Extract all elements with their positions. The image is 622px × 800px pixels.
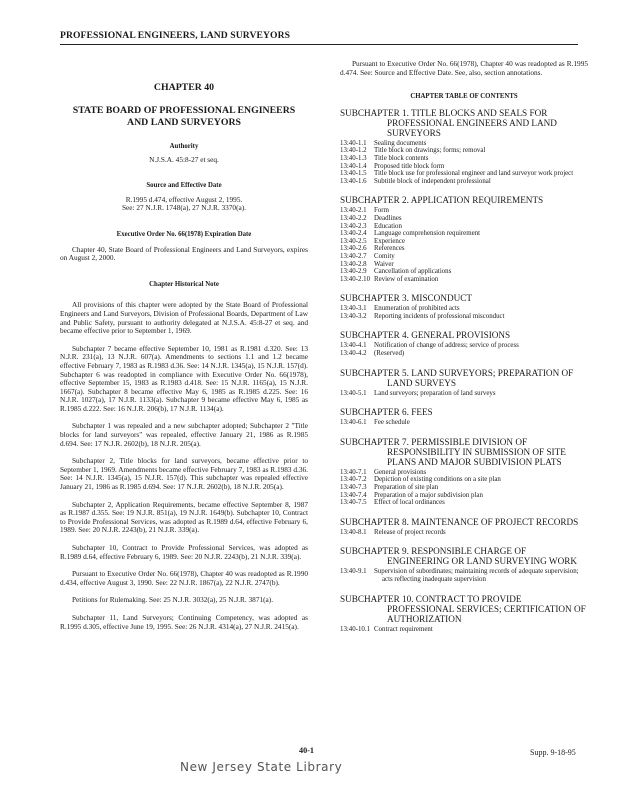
eo-text: Chapter 40, State Board of Professional Engineers and Land Surveyors, expires on August 2, 2000. (60, 244, 308, 263)
section-title: Notification of change of address; service of process (374, 342, 519, 350)
board-title (60, 105, 308, 129)
toc-entry (340, 207, 588, 215)
subchapter-title: SUBCHAPTER 7. PERMISSIBLE DIVISION OF RESPONSIBILITY IN SUBMISSION OF SITE PLANS AND MAJOR SUBDIVISION PLATS (340, 436, 566, 467)
section-number: 13:40-7.5 (340, 499, 367, 507)
right-column (340, 60, 588, 633)
readoption-note: Pursuant to Executive Order No. 66(1978), Chapter 40 was readopted as R.1995 d.474. See: Source and Effective Date. See, also, section annotations. (340, 59, 588, 77)
section-number: 13:40-1.2 (340, 147, 367, 155)
left-column (60, 84, 308, 631)
section-title: Enumeration of prohibited acts (374, 305, 460, 313)
section-number: 13:40-2.10 (340, 275, 371, 283)
section-title: Title block contents (374, 154, 429, 162)
section-title: Title block use for professional engineer and land surveyor work project (374, 170, 574, 178)
authority-text: N.J.S.A. 45:8-27 et seq. (149, 154, 219, 164)
toc-entry (340, 223, 588, 231)
section-number: 13:40-2.2 (340, 214, 367, 222)
section-title: Review of examination (374, 275, 439, 283)
subchapter-title: SUBCHAPTER 6. FEES (340, 407, 433, 418)
subchapter-block (340, 546, 588, 583)
header-rule (60, 44, 578, 45)
toc-entry (340, 342, 588, 350)
source-line2: See: 27 N.J.R. 1748(a), 27 N.J.R. 3370(a). (121, 203, 247, 213)
subchapter-block (340, 368, 588, 398)
toc-title: CHAPTER TABLE OF CONTENTS (410, 93, 518, 101)
section-title: Contract requirement (374, 625, 433, 633)
board-title-line2: AND LAND SURVEYORS (127, 116, 241, 128)
section-title: Preparation of a major subdivision plan (374, 491, 483, 499)
toc-entry (340, 245, 588, 253)
toc-entry (340, 476, 588, 484)
toc-entry (340, 492, 588, 500)
section-title: Subtitle block of independent professional (374, 177, 491, 185)
section-title: (Reserved) (374, 350, 405, 358)
subchapter-block (340, 437, 588, 507)
section-title: Effect of local ordinances (374, 499, 445, 507)
board-title-line1: STATE BOARD OF PROFESSIONAL ENGINEERS (72, 104, 296, 116)
history-para: Pursuant to Executive Order No. 66(1978), Chapter 40 was readopted as R.1990 d.434, effective August 3, 1990. See: 22 N.J.R. 1867(a), 22 N.J.R. 2747(b). (60, 569, 308, 587)
toc-entry (340, 238, 588, 246)
section-title: Education (374, 222, 402, 230)
toc-entry (340, 215, 588, 223)
subchapter-title: SUBCHAPTER 9. RESPONSIBLE CHARGE OF ENGINEERING OR LAND SURVEYING WORK (340, 546, 577, 567)
section-number: 13:40-3.1 (340, 305, 367, 313)
section-title: Language comprehension requirement (374, 230, 480, 238)
history-para: Subchapter 1 was repealed and a new subchapter adopted; Subchapter 2 "Title blocks for land surveyors" was repealed, effective January 21, 1986 as R.1985 d.694. See: 17 N.J.R. 2602(b), 18 N.J.R. 205(a). (60, 421, 308, 448)
eo-heading: Executive Order No. 66(1978) Expiration Date (116, 230, 252, 238)
section-title: Comity (374, 252, 395, 260)
section-number: 13:40-3.2 (340, 312, 367, 320)
section-number: 13:40-1.3 (340, 154, 367, 162)
section-title: Release of project records (374, 528, 446, 536)
section-title: Deadlines (374, 214, 402, 222)
section-title: Experience (374, 237, 405, 245)
section-title: Form (374, 207, 389, 215)
running-header: PROFESSIONAL ENGINEERS, LAND SURVEYORS (60, 30, 291, 41)
toc-entry (340, 276, 588, 284)
history-para: Petitions for Rulemaking. See: 25 N.J.R. 3032(a), 25 N.J.R. 3871(a). (72, 595, 274, 605)
section-number: 13:40-1.6 (340, 177, 367, 185)
toc-entry (340, 419, 588, 427)
history-para: Subchapter 10, Contract to Provide Professional Services, was adopted as R.1989 d.64, effective February 6, 1989. See: 20 N.J.R. 2243(b), 21 N.J.R. 339(a). (60, 543, 308, 561)
section-title: References (374, 245, 405, 253)
section-number: 13:40-7.4 (340, 491, 367, 499)
section-number: 13:40-1.4 (340, 162, 367, 170)
toc-entry (340, 313, 588, 321)
toc-entry (340, 484, 588, 492)
section-title: Waiver (374, 260, 394, 268)
subchapter-block (340, 517, 588, 537)
toc-entry (340, 140, 588, 148)
subchapter-block (340, 195, 588, 283)
section-number: 13:40-1.5 (340, 170, 367, 178)
authority-heading: Authority (169, 143, 199, 150)
section-title: Supervision of subordinates; maintaining records of adequate supervision; acts reflecting inadequate supervision (374, 568, 579, 583)
subchapter-block (340, 407, 588, 427)
subchapter-block (340, 293, 588, 320)
section-number: 13:40-2.6 (340, 245, 367, 253)
library-stamp: New Jersey State Library (180, 760, 343, 774)
subchapter-title: SUBCHAPTER 5. LAND SURVEYORS; PREPARATION OF LAND SURVEYS (340, 367, 574, 388)
supplement-date: Supp. 9-18-95 (530, 748, 576, 757)
section-title: Cancellation of applications (374, 268, 452, 276)
section-number: 13:40-1.1 (340, 139, 367, 147)
subchapter-block (340, 108, 588, 186)
subchapter-title: SUBCHAPTER 10. CONTRACT TO PROVIDE PROFESSIONAL SERVICES; CERTIFICATION OF AUTHORIZATION (340, 593, 586, 624)
history-para: Subchapter 2, Title blocks for land surveyors, became effective prior to September 1, 1969. Amendments became effective February 7, 1983 as R.1983 d.36. See: 14 N.J.R. 1345(a), 15 N.J.R. 157(d). This subchapter was repealed effective January 21, 1986 as R.1985 d.694. See: 17 N.J.R. 2602(b), 18 N.J.R. 205(a). (60, 456, 308, 492)
section-number: 13:40-7.3 (340, 484, 367, 492)
section-title: Depiction of existing conditions on a site plan (374, 476, 501, 484)
toc-entry (340, 390, 588, 398)
section-number: 13:40-2.1 (340, 207, 367, 215)
toc-entry (340, 305, 588, 313)
toc-entry (340, 568, 588, 583)
source-heading: Source and Effective Date (146, 182, 222, 190)
chapter-heading: CHAPTER 40 (153, 82, 215, 93)
history-para: Subchapter 11, Land Surveyors; Continuing Competency, was adopted as R.1995 d.305, effective June 19, 1995. See: 26 N.J.R. 4314(a), 27 N.J.R. 2415(a). (60, 612, 308, 631)
section-number: 13:40-6.1 (340, 419, 367, 427)
toc-entry (340, 147, 588, 155)
section-title: Land surveyors; preparation of land surveys (374, 389, 496, 397)
subchapter-title: SUBCHAPTER 8. MAINTENANCE OF PROJECT RECORDS (340, 516, 579, 527)
section-number: 13:40-7.1 (340, 468, 367, 476)
section-number: 13:40-2.4 (340, 230, 367, 238)
section-number: 13:40-5.1 (340, 389, 367, 397)
toc-entry (340, 469, 588, 477)
section-number: 13:40-2.5 (340, 237, 367, 245)
subchapter-title: SUBCHAPTER 2. APPLICATION REQUIREMENTS (340, 195, 544, 206)
toc-entry (340, 155, 588, 163)
section-title: Proposed title block form (374, 162, 445, 170)
subchapter-title: SUBCHAPTER 1. TITLE BLOCKS AND SEALS FOR PROFESSIONAL ENGINEERS AND LAND SURVEYORS (340, 107, 557, 138)
section-title: Preparation of site plan (374, 484, 439, 492)
section-number: 13:40-4.1 (340, 342, 367, 350)
toc-entry (340, 163, 588, 171)
toc-entry (340, 626, 588, 634)
section-title: General provisions (374, 468, 427, 476)
toc-entry (340, 529, 588, 537)
section-number: 13:40-2.3 (340, 222, 367, 230)
section-number: 13:40-8.1 (340, 528, 367, 536)
section-number: 13:40-10.1 (340, 625, 371, 633)
table-of-contents (340, 108, 588, 633)
toc-entry (340, 253, 588, 261)
toc-entry (340, 261, 588, 269)
history-para: Subchapter 7 became effective September 10, 1981 as R.1981 d.320. See: 13 N.J.R. 231(a), 13 N.J.R. 607(a). Amendments to sections 1.1 and 1.2 became effective February 7, 1983 as R.1983 d.36. See: 14 N.J.R. 1345(a), 15 N.J.R. 157(d). Subchapter 6 was readopted in compliance with Executive Order No. 66(1978), effective September 15, 1983 as R.1983 d.418. See: 15 N.J.R. 1165(a), 15 N.J.R. 1667(a). Subchapter 8 became effective May 6, 1985 as R.1985 d.225. See: 16 N.J.R. 1027(a), 17 N.J.R. 1133(a). Subchapter 9 became effective May 6, 1985 as R.1985 d.222. See: 16 N.J.R. 206(b), 17 N.J.R. 1134(a). (60, 343, 308, 413)
section-title: Reporting incidents of professional misconduct (374, 312, 505, 320)
section-number: 13:40-7.2 (340, 476, 367, 484)
section-title: Sealing documents (374, 139, 427, 147)
toc-entry (340, 178, 588, 186)
toc-entry (340, 268, 588, 276)
section-number: 13:40-2.8 (340, 260, 367, 268)
history-para: Subchapter 2, Application Requirements, became effective September 8, 1987 as R.1987 d.355. See: 19 N.J.R. 851(a), 19 N.J.R. 1649(b). Subchapter 10, Contract to Provide Professional Services, was adopted as R.1989 d.64, effective February 6, 1989. See: 20 N.J.R. 2243(b), 21 N.J.R. 339(a). (60, 499, 308, 535)
toc-entry (340, 499, 588, 507)
history-para: All provisions of this chapter were adopted by the State Board of Professional Engineers and Land Surveyors, Division of Professional Boards, Department of Law and Public Safety, pursuant to authority delegated at N.J.S.A. 45:8-27 et seq. and became effective prior to September 1, 1969. (60, 300, 308, 336)
section-number: 13:40-2.7 (340, 252, 367, 260)
subchapter-block (340, 330, 588, 357)
section-title: Fee schedule (374, 419, 410, 427)
toc-entry (340, 230, 588, 238)
history-heading: Chapter Historical Note (149, 280, 219, 288)
section-number: 13:40-2.9 (340, 268, 367, 276)
toc-entry (340, 170, 588, 178)
section-number: 13:40-9.1 (340, 568, 367, 576)
subchapter-title: SUBCHAPTER 3. MISCONDUCT (340, 293, 472, 304)
source-line1: R.1995 d.474, effective August 2, 1995. (125, 194, 243, 204)
toc-entry (340, 350, 588, 358)
subchapter-block (340, 594, 588, 634)
section-number: 13:40-4.2 (340, 350, 367, 358)
section-title: Title block on drawings; forms; removal (374, 147, 486, 155)
page-number: 40-1 (299, 746, 315, 755)
subchapter-title: SUBCHAPTER 4. GENERAL PROVISIONS (340, 330, 511, 341)
